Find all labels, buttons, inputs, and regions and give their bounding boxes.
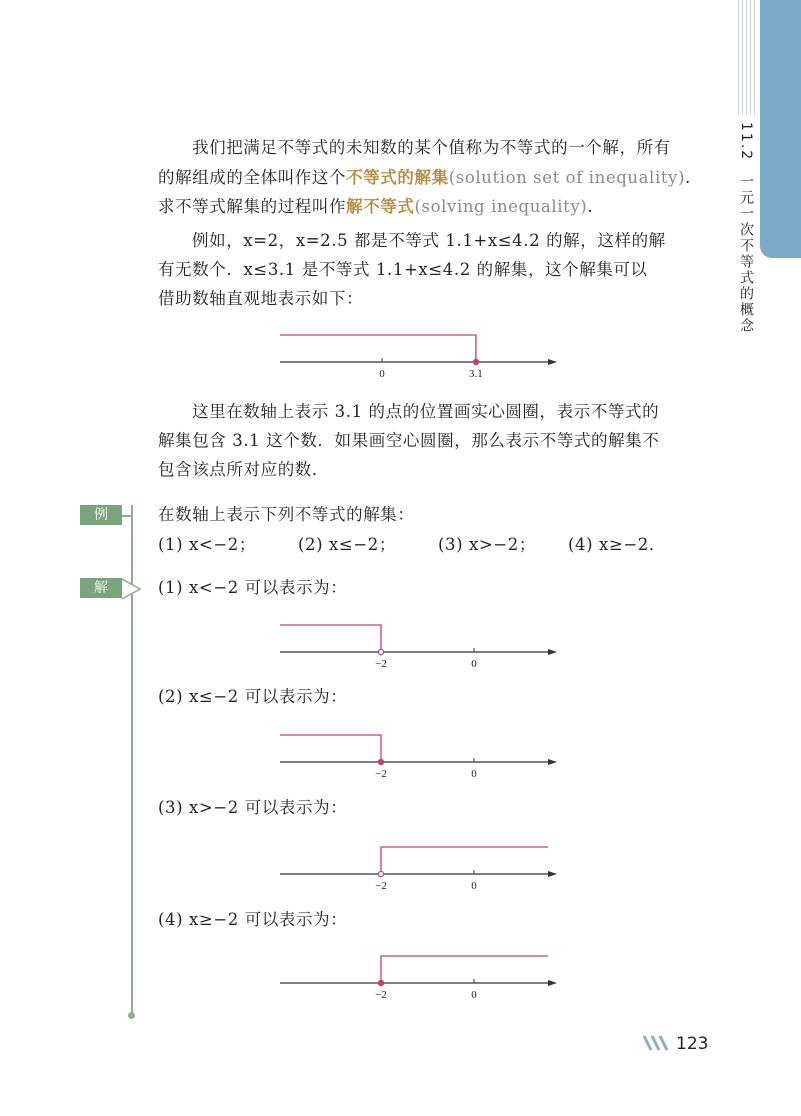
section-title: 一元一次不等式的概念 bbox=[738, 174, 754, 335]
english-term: (solving inequality) bbox=[414, 197, 588, 216]
open-endpoint bbox=[378, 649, 383, 654]
solution-ray bbox=[280, 625, 381, 652]
example-tag: 例 bbox=[80, 505, 122, 525]
section-number: 11.2 bbox=[738, 122, 754, 162]
page-decoration-slashes-icon bbox=[642, 1034, 672, 1052]
closed-endpoint bbox=[378, 759, 383, 764]
closed-endpoint bbox=[473, 359, 478, 364]
page-number: 123 bbox=[676, 1034, 709, 1054]
solution-ray bbox=[381, 847, 548, 874]
example-prompt: 在数轴上表示下列不等式的解集： bbox=[158, 505, 415, 524]
example-item: (1) x<−2； bbox=[158, 535, 256, 554]
number-line bbox=[270, 615, 570, 670]
solution-caption: (2) x≤−2 可以表示为： bbox=[158, 687, 348, 706]
tick-label: 3.1 bbox=[469, 368, 483, 380]
axis-arrow bbox=[548, 871, 557, 877]
paragraph-line: 这里在数轴上表示 3.1 的点的位置画实心圆圈，表示不等式的 bbox=[192, 402, 660, 421]
text: . bbox=[685, 168, 691, 187]
solution-caption: (3) x>−2 可以表示为： bbox=[158, 798, 348, 817]
solution-ray bbox=[280, 335, 476, 362]
tick-label: 0 bbox=[471, 658, 477, 670]
paragraph-line: 包含该点所对应的数． bbox=[158, 460, 329, 479]
paragraph-line bbox=[158, 168, 691, 188]
tick-label: −2 bbox=[375, 989, 387, 1001]
decorative-stripes bbox=[738, 0, 758, 115]
tick-label: −2 bbox=[375, 658, 387, 670]
solution-tag: 解 bbox=[80, 578, 122, 598]
section-side-title bbox=[736, 122, 756, 334]
example-item: (3) x>−2； bbox=[438, 535, 536, 554]
tick-label: 0 bbox=[379, 368, 385, 380]
open-endpoint bbox=[378, 871, 383, 876]
keyword-solution-set: 不等式的解集 bbox=[346, 168, 449, 187]
text: 的解组成的全体叫作这个 bbox=[158, 168, 347, 187]
example-item: (4) x≥−2． bbox=[568, 535, 666, 554]
tick-label: −2 bbox=[375, 768, 387, 780]
tick-label: 0 bbox=[471, 880, 477, 892]
example-connector bbox=[122, 515, 132, 517]
solution-caption: (4) x≥−2 可以表示为： bbox=[158, 910, 348, 929]
closed-endpoint bbox=[378, 980, 383, 985]
number-line bbox=[270, 325, 570, 380]
margin-line-end-dot bbox=[128, 1012, 135, 1019]
axis-arrow bbox=[548, 359, 557, 365]
paragraph-line: 借助数轴直观地表示如下： bbox=[158, 289, 364, 308]
paragraph-line: 有无数个．x≤3.1 是不等式 1.1+x≤4.2 的解集，这个解集可以 bbox=[158, 260, 648, 279]
solution-ray bbox=[280, 735, 381, 762]
paragraph-line: 我们把满足不等式的未知数的某个值称为不等式的一个解，所有 bbox=[192, 138, 671, 157]
text: 求不等式解集的过程叫作 bbox=[158, 197, 347, 216]
paragraph-line: 解集包含 3.1 这个数．如果画空心圆圈，那么表示不等式的解集不 bbox=[158, 431, 660, 450]
keyword-solving-inequality: 解不等式 bbox=[346, 197, 415, 216]
axis-arrow bbox=[548, 980, 557, 986]
paragraph-line bbox=[158, 197, 593, 217]
tick-label: 0 bbox=[471, 768, 477, 780]
solution-arrow-icon bbox=[120, 577, 144, 601]
example-item: (2) x≤−2； bbox=[298, 535, 396, 554]
paragraph-line: 例如，x=2，x=2.5 都是不等式 1.1+x≤4.2 的解，这样的解 bbox=[192, 231, 666, 250]
solution-caption: (1) x<−2 可以表示为： bbox=[158, 578, 348, 597]
number-line bbox=[270, 837, 570, 892]
text: . bbox=[587, 197, 594, 216]
solution-ray bbox=[381, 956, 548, 983]
chapter-side-tab bbox=[760, 0, 801, 258]
number-line bbox=[270, 725, 570, 780]
english-term: (solution set of inequality) bbox=[448, 168, 686, 187]
axis-arrow bbox=[548, 649, 557, 655]
tick-label: −2 bbox=[375, 880, 387, 892]
axis-arrow bbox=[548, 759, 557, 765]
tick-label: 0 bbox=[471, 989, 477, 1001]
number-line bbox=[270, 946, 570, 1001]
